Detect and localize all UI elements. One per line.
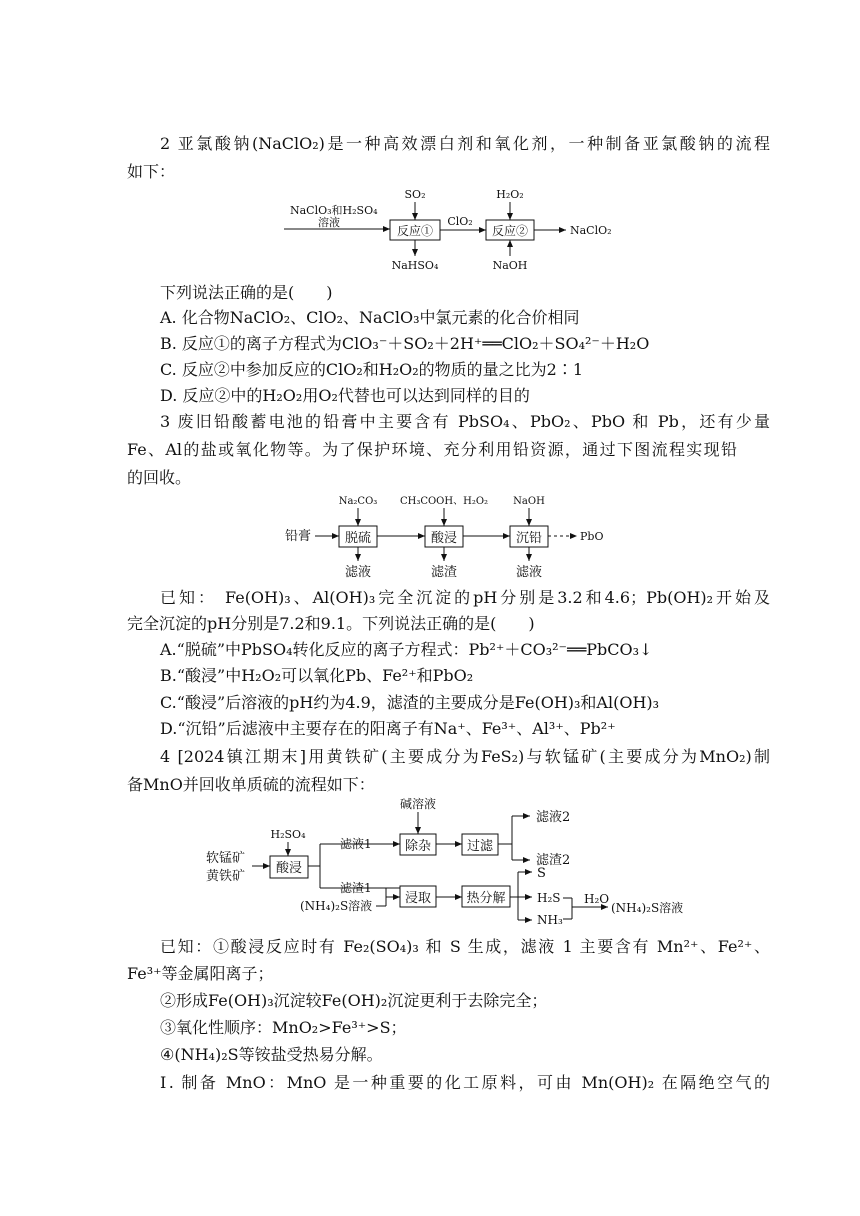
q2-question: 下列说法正确的是( ) bbox=[160, 283, 333, 302]
q4-known-3: ③氧化性顺序：MnO₂>Fe³⁺>S； bbox=[160, 1018, 407, 1037]
q4-product: (NH₄)₂S溶液 bbox=[611, 901, 684, 915]
q2-box-reaction1-label: 反应① bbox=[396, 224, 434, 238]
q4-h2so4: H₂SO₄ bbox=[270, 828, 306, 841]
q3-bottom3: 滤液 bbox=[515, 565, 543, 580]
q3-input: 铅膏 bbox=[285, 529, 312, 544]
q4-h2s: H₂S bbox=[537, 891, 561, 905]
q4-alkali: 碱溶液 bbox=[399, 797, 437, 811]
q4-box-leach-label: 浸取 bbox=[404, 891, 432, 906]
q4-filtrate2: 滤液2 bbox=[536, 810, 571, 825]
q4-stem-line1: 4 [2024镇江期末]用黄铁矿(主要成分为FeS₂)与软锰矿(主要成分为MnO₂)制 bbox=[160, 747, 770, 766]
q4-part1: Ⅰ. 制备 MnO：MnO 是一种重要的化工原料，可由 Mn(OH)₂ 在隔绝空气的 bbox=[160, 1073, 770, 1092]
q2-top1: SO₂ bbox=[404, 188, 426, 201]
q4-nh3: NH₃ bbox=[537, 913, 563, 927]
q4-box-acid-label: 酸浸 bbox=[275, 861, 303, 876]
q2-input-label-1: NaClO₃和H₂SO₄ bbox=[290, 204, 378, 217]
q3-known-line1: 已知： Fe(OH)₃、Al(OH)₃完全沉淀的pH分别是3.2和4.6；Pb(OH)₂开始及 bbox=[160, 588, 770, 607]
q4-flow-diagram bbox=[200, 796, 720, 928]
q3-stem-line2: Fe、Al的盐或氧化物等。为了保护环境、充分利用铅资源，通过下图流程实现铅 bbox=[127, 440, 737, 459]
q2-mid: ClO₂ bbox=[447, 215, 473, 228]
q2-bottom2: NaOH bbox=[492, 259, 528, 272]
q3-box3-label: 沉铅 bbox=[515, 531, 543, 546]
q2-option-c: C. 反应②中参加反应的ClO₂和H₂O₂的物质的量之比为2∶1 bbox=[160, 360, 583, 379]
q4-known-line2: Fe³⁺等金属阳离子； bbox=[127, 964, 274, 983]
q4-h2o: H₂O bbox=[584, 892, 610, 906]
q4-box-decomp-label: 热分解 bbox=[466, 891, 506, 906]
q3-option-c: C.“酸浸”后溶液的pH约为4.9，滤渣的主要成分是Fe(OH)₃和Al(OH)₃ bbox=[160, 693, 660, 712]
q2-box-reaction2-label: 反应② bbox=[491, 224, 529, 238]
q2-stem-line2: 如下： bbox=[127, 162, 176, 181]
q2-flow-diagram bbox=[280, 184, 620, 274]
q2-option-d: D. 反应②中的H₂O₂用O₂代替也可以达到同样的目的 bbox=[160, 386, 530, 405]
q4-in2: 黄铁矿 bbox=[206, 869, 246, 884]
q3-top3: NaOH bbox=[513, 496, 545, 507]
q4-box-remove-label: 除杂 bbox=[404, 839, 432, 854]
q2-stem-line1: 2 亚氯酸钠(NaClO₂)是一种高效漂白剂和氧化剂，一种制备亚氯酸钠的流程 bbox=[160, 134, 770, 153]
q3-option-a: A.“脱硫”中PbSO₄转化反应的离子方程式：Pb²⁺＋CO₃²⁻══PbCO₃↓ bbox=[160, 640, 653, 659]
q4-known-line1: 已知：①酸浸反应时有 Fe₂(SO₄)₃ 和 S 生成，滤液 1 主要含有 Mn²⁺、Fe²⁺、 bbox=[160, 937, 770, 956]
q3-option-d: D.“沉铅”后滤液中主要存在的阳离子有Na⁺、Fe³⁺、Al³⁺、Pb²⁺ bbox=[160, 719, 616, 738]
q4-residue1: 滤渣1 bbox=[340, 881, 372, 895]
q3-option-b: B.“酸浸”中H₂O₂可以氧化Pb、Fe²⁺和PbO₂ bbox=[160, 666, 474, 685]
q3-stem-line3: 的回收。 bbox=[127, 468, 192, 487]
q3-top1: Na₂CO₃ bbox=[338, 496, 378, 507]
q2-input-label-2: 溶液 bbox=[318, 216, 340, 229]
q4-filtrate1: 滤液1 bbox=[340, 837, 372, 851]
q3-top2: CH₃COOH、H₂O₂ bbox=[399, 496, 489, 507]
q4-known-4: ④(NH₄)₂S等铵盐受热易分解。 bbox=[160, 1045, 383, 1064]
q4-in1: 软锰矿 bbox=[206, 851, 246, 866]
q2-top2: H₂O₂ bbox=[496, 188, 524, 201]
q4-box-filter-label: 过滤 bbox=[466, 839, 494, 854]
q4-known-2: ②形成Fe(OH)₃沉淀较Fe(OH)₂沉淀更利于去除完全； bbox=[160, 991, 548, 1010]
q3-bottom1: 滤液 bbox=[344, 565, 372, 580]
q2-option-b: B. 反应①的离子方程式为ClO₃⁻＋SO₂＋2H⁺══ClO₂＋SO₄²⁻＋H₂O bbox=[160, 334, 650, 353]
q4-nh4s: (NH₄)₂S溶液 bbox=[300, 899, 373, 913]
q3-box1-label: 脱硫 bbox=[344, 531, 372, 546]
q3-box2-label: 酸浸 bbox=[430, 531, 458, 546]
q3-output: PbO bbox=[580, 530, 604, 543]
q4-residue2: 滤渣2 bbox=[536, 853, 571, 868]
q4-s: S bbox=[537, 866, 546, 881]
q3-flow-diagram bbox=[285, 490, 625, 580]
q3-known-line2: 完全沉淀的pH分别是7.2和9.1。下列说法正确的是( ) bbox=[127, 614, 535, 633]
q4-stem-line2: 备MnO并回收单质硫的流程如下： bbox=[127, 775, 375, 794]
q3-stem-line1: 3 废旧铅酸蓄电池的铅膏中主要含有 PbSO₄、PbO₂、PbO 和 Pb，还有少量 bbox=[160, 412, 770, 431]
q2-bottom1: NaHSO₄ bbox=[391, 259, 439, 272]
q2-output: NaClO₂ bbox=[570, 224, 612, 237]
q3-bottom2: 滤渣 bbox=[430, 565, 458, 580]
q2-option-a: A. 化合物NaClO₂、ClO₂、NaClO₃中氯元素的化合价相同 bbox=[160, 308, 580, 327]
